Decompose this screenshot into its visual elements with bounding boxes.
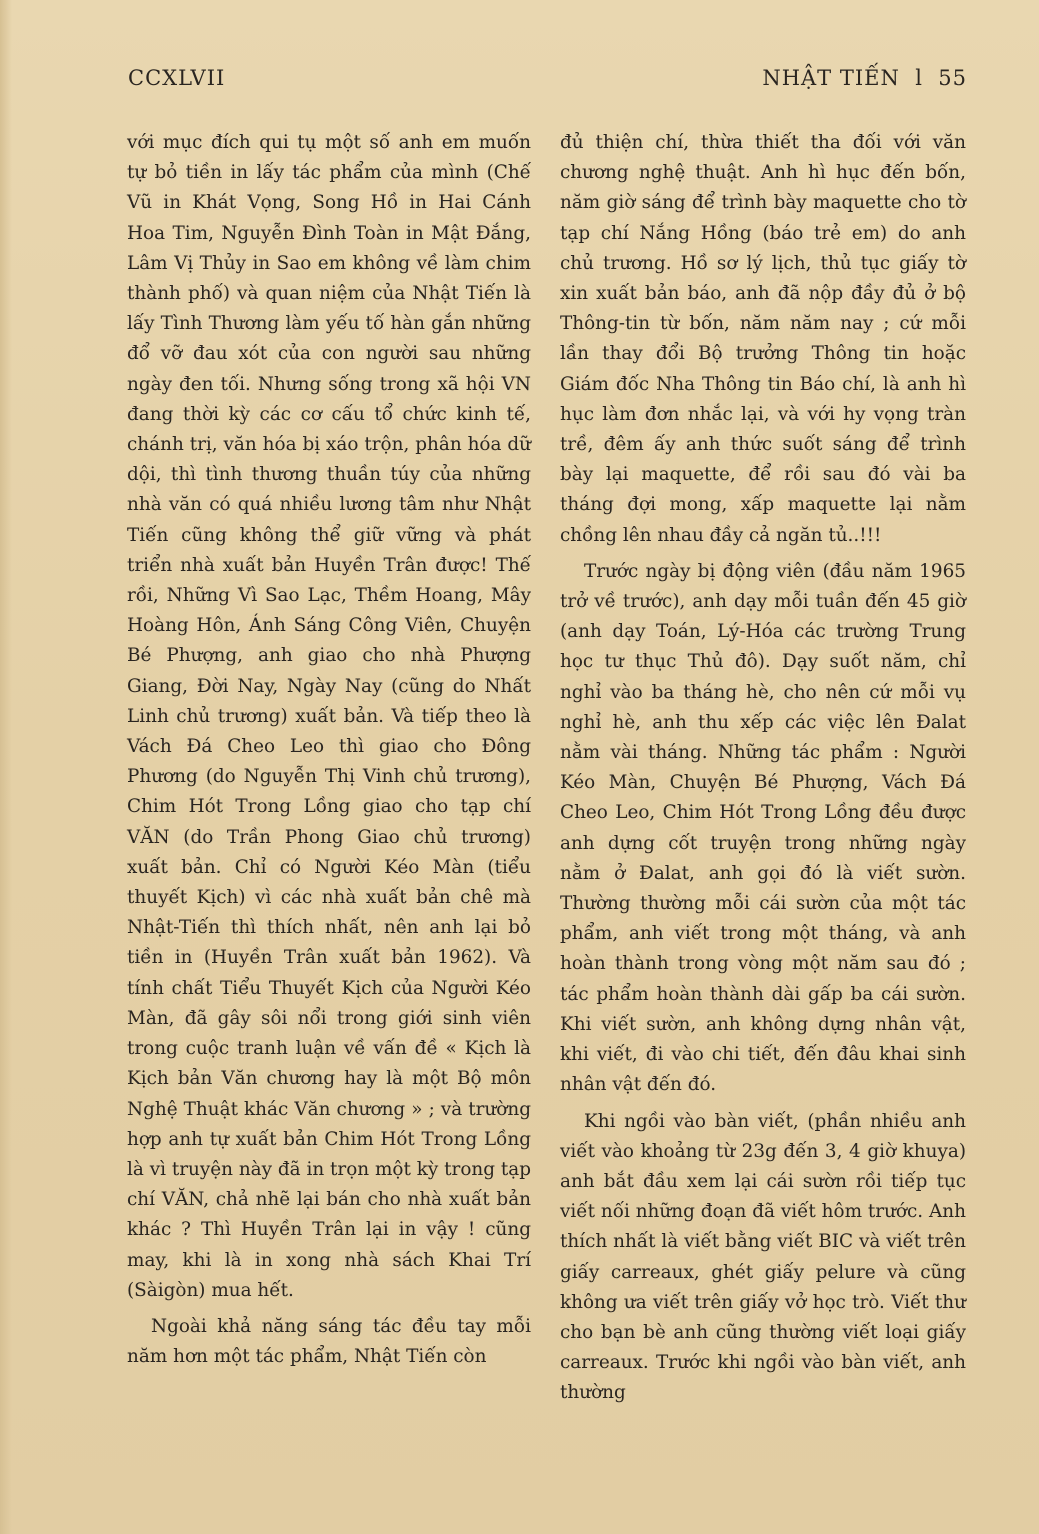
right-column	[560, 128, 966, 1409]
page-edge-shadow	[0, 0, 12, 1534]
paragraph: Trước ngày bị động viên (đầu năm 1965 trở về trước), anh dạy mỗi tuần đến 45 giờ (anh dạy Toán, Lý-Hóa các trường Trung học tư thục Thủ đô). Dạy suốt năm, chỉ nghỉ vào ba tháng hè, cho nên cứ mỗi vụ nghỉ hè, anh thu xếp các việc lên Đalat nằm vài tháng. Những tác phẩm : Người Kéo Màn, Chuyện Bé Phượng, Vách Đá Cheo Leo, Chim Hót Trong Lồng đều được anh dựng cốt truyện trong những ngày nằm ở Đalat, anh gọi đó là viết sườn. Thường thường mỗi cái sườn của một tác phẩm, anh viết trong một tháng, và anh hoàn thành trong vòng một năm sau đó ; tác phẩm hoàn thành dài gấp ba cái sườn. Khi viết sườn, anh không dựng nhân vật, khi viết, đi vào chi tiết, đến đâu khai sinh nhân vật đến đó.	[560, 560, 966, 1096]
author-page-number: NHẬT TIẾN l 55	[762, 66, 967, 90]
paragraph: đủ thiện chí, thừa thiết tha đối với văn chương nghệ thuật. Anh hì hục đến bốn, năm giờ sáng để trình bày maquette cho tờ tạp chí Nắng Hồng (báo trẻ em) do anh chủ trương. Hồ sơ lý lịch, thủ tục giấy tờ xin xuất bản báo, anh đã nộp đầy đủ ở bộ Thông-tin từ bốn, năm năm nay ; cứ mỗi lần thay đổi Bộ trưởng Thông tin hoặc Giám đốc Nha Thông tin Báo chí, là anh hì hục làm đơn nhắc lại, và với hy vọng tràn trề, đêm ấy anh thức suốt sáng để trình bày lại maquette, để rồi sau đó vài ba tháng đợi mong, xấp maquette lại nằm chồng lên nhau đầy cả ngăn tủ..!!!	[560, 132, 966, 546]
paragraph: với mục đích qui tụ một số anh em muốn tự bỏ tiền in lấy tác phẩm của mình (Chế Vũ in Khát Vọng, Song Hồ in Hai Cánh Hoa Tim, Nguyễn Đình Toàn in Mật Đắng, Lâm Vị Thủy in Sao em không về làm chim thành phố) và quan niệm của Nhật Tiến là lấy Tình Thương làm yếu tố hàn gắn những đổ vỡ đau xót của con người sau những ngày đen tối. Nhưng sống trong xã hội VN đang thời kỳ các cơ cấu tổ chức kinh tế, chánh trị, văn hóa bị xáo trộn, phân hóa dữ dội, thì tình thương thuần túy của những nhà văn có quá nhiều lương tâm như Nhật Tiến cũng không thể giữ vững và phát triển nhà xuất bản Huyền Trân được! Thế rồi, Những Vì Sao Lạc, Thềm Hoang, Mây Hoàng Hôn, Ánh Sáng Công Viên, Chuyện Bé Phượng, anh giao cho nhà Phượng Giang, Đời Nay, Ngày Nay (cũng do Nhất Linh chủ trương) xuất bản. Và tiếp theo là Vách Đá Cheo Leo thì giao cho Đông Phương (do Nguyễn Thị Vinh chủ trương), Chim Hót Trong Lồng giao cho tạp chí VĂN (do Trần Phong Giao chủ trương) xuất bản. Chỉ có Người Kéo Màn (tiểu thuyết Kịch) vì các nhà xuất bản chê mà Nhật-Tiến thì thích nhất, nên anh lại bỏ tiền in (Huyền Trân xuất bản 1962). Và tính chất Tiểu Thuyết Kịch của Người Kéo Màn, đã gây sôi nổi trong giới sinh viên trong cuộc tranh luận về vấn đề « Kịch là Kịch bản Văn chương hay là một Bộ môn Nghệ Thuật khác Văn chương » ; và trường hợp anh tự xuất bản Chim Hót Trong Lồng là vì truyện này đã in trọn một kỳ trong tạp chí VĂN, chả nhẽ lại bán cho nhà xuất bản khác ? Thì Huyền Trân lại in vậy ! cũng may, khi là in xong nhà sách Khai Trí (Sàigòn) mua hết.	[127, 132, 531, 1301]
paragraph: Ngoài khả năng sáng tác đều tay mỗi năm hơn một tác phẩm, Nhật Tiến còn	[127, 1315, 531, 1368]
section-number: CCXLVII	[128, 66, 226, 90]
left-column	[127, 128, 531, 1372]
paragraph: Khi ngồi vào bàn viết, (phần nhiều anh viết vào khoảng từ 23g đến 3, 4 giờ khuya) anh bắt đầu xem lại cái sườn rồi tiếp tục viết nối những đoạn đã viết hôm trước. Anh thích nhất là viết bằng viết BIC và viết trên giấy carreaux, ghét giấy pelure và cũng không ưa viết trên giấy vở học trò. Viết thư cho bạn bè anh cũng thường viết loại giấy carreaux. Trước khi ngồi vào bàn viết, anh thường	[560, 1110, 966, 1404]
running-header	[128, 66, 967, 102]
